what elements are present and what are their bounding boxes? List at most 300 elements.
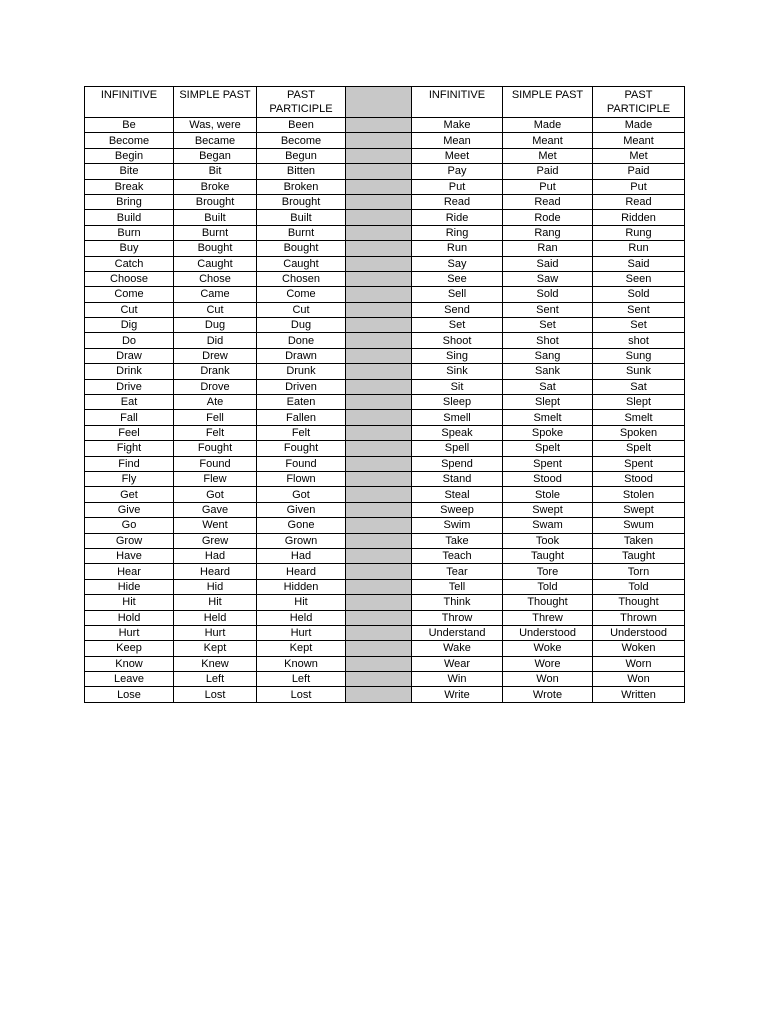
left-simple-past-cell: Drove (174, 379, 257, 394)
left-infinitive-cell: Drive (85, 379, 174, 394)
table-row (85, 425, 685, 440)
separator-cell (346, 241, 412, 256)
separator-cell (346, 256, 412, 271)
left-past-participle-cell: Begun (257, 148, 346, 163)
left-simple-past-cell: Was, were (174, 118, 257, 133)
left-simple-past-cell: Went (174, 518, 257, 533)
right-simple-past-cell: Sank (503, 364, 593, 379)
right-infinitive-cell: Swim (412, 518, 503, 533)
header-right-past-participle: PAST PARTICIPLE (593, 87, 685, 118)
separator-cell (346, 148, 412, 163)
left-infinitive-cell: Get (85, 487, 174, 502)
left-simple-past-cell: Left (174, 672, 257, 687)
left-past-participle-cell: Hit (257, 595, 346, 610)
header-left-infinitive: INFINITIVE (85, 87, 174, 118)
table-row (85, 641, 685, 656)
right-past-participle-cell: Sent (593, 302, 685, 317)
left-simple-past-cell: Bit (174, 164, 257, 179)
left-infinitive-cell: Know (85, 656, 174, 671)
left-infinitive-cell: Break (85, 179, 174, 194)
right-past-participle-cell: Put (593, 179, 685, 194)
left-infinitive-cell: Build (85, 210, 174, 225)
left-infinitive-cell: Become (85, 133, 174, 148)
table-row (85, 456, 685, 471)
left-past-participle-cell: Broken (257, 179, 346, 194)
left-simple-past-cell: Got (174, 487, 257, 502)
left-past-participle-cell: Fought (257, 441, 346, 456)
right-simple-past-cell: Smelt (503, 410, 593, 425)
table-row (85, 564, 685, 579)
separator-cell (346, 471, 412, 486)
irregular-verbs-table (84, 86, 685, 703)
left-simple-past-cell: Felt (174, 425, 257, 440)
left-simple-past-cell: Caught (174, 256, 257, 271)
right-infinitive-cell: Understand (412, 625, 503, 640)
table-row (85, 379, 685, 394)
right-infinitive-cell: Meet (412, 148, 503, 163)
left-infinitive-cell: Hide (85, 579, 174, 594)
left-past-participle-cell: Kept (257, 641, 346, 656)
left-infinitive-cell: Drink (85, 364, 174, 379)
separator-cell (346, 210, 412, 225)
left-past-participle-cell: Cut (257, 302, 346, 317)
right-past-participle-cell: Sold (593, 287, 685, 302)
right-past-participle-cell: Worn (593, 656, 685, 671)
right-past-participle-cell: Thought (593, 595, 685, 610)
header-row (85, 87, 685, 118)
right-infinitive-cell: Sing (412, 348, 503, 363)
right-infinitive-cell: Tell (412, 579, 503, 594)
left-simple-past-cell: Came (174, 287, 257, 302)
left-past-participle-cell: Given (257, 502, 346, 517)
table-row (85, 133, 685, 148)
separator-cell (346, 441, 412, 456)
right-past-participle-cell: Seen (593, 271, 685, 286)
right-infinitive-cell: Say (412, 256, 503, 271)
separator-cell (346, 487, 412, 502)
right-simple-past-cell: Meant (503, 133, 593, 148)
left-past-participle-cell: Bitten (257, 164, 346, 179)
right-past-participle-cell: Smelt (593, 410, 685, 425)
right-simple-past-cell: Took (503, 533, 593, 548)
right-infinitive-cell: Run (412, 241, 503, 256)
right-simple-past-cell: Ran (503, 241, 593, 256)
right-simple-past-cell: Stole (503, 487, 593, 502)
right-past-participle-cell: Thrown (593, 610, 685, 625)
left-past-participle-cell: Felt (257, 425, 346, 440)
right-simple-past-cell: Met (503, 148, 593, 163)
left-infinitive-cell: Feel (85, 425, 174, 440)
left-infinitive-cell: Buy (85, 241, 174, 256)
left-infinitive-cell: Bite (85, 164, 174, 179)
left-infinitive-cell: Find (85, 456, 174, 471)
right-infinitive-cell: Put (412, 179, 503, 194)
separator-cell (346, 179, 412, 194)
left-infinitive-cell: Eat (85, 395, 174, 410)
right-past-participle-cell: Rung (593, 225, 685, 240)
right-past-participle-cell: Spoken (593, 425, 685, 440)
separator-cell (346, 502, 412, 517)
left-simple-past-cell: Held (174, 610, 257, 625)
right-past-participle-cell: Said (593, 256, 685, 271)
left-simple-past-cell: Knew (174, 656, 257, 671)
table-row (85, 318, 685, 333)
left-simple-past-cell: Did (174, 333, 257, 348)
right-simple-past-cell: Rode (503, 210, 593, 225)
right-infinitive-cell: Speak (412, 425, 503, 440)
left-past-participle-cell: Bought (257, 241, 346, 256)
left-past-participle-cell: Come (257, 287, 346, 302)
left-past-participle-cell: Flown (257, 471, 346, 486)
right-simple-past-cell: Sold (503, 287, 593, 302)
header-right-simple-past: SIMPLE PAST (503, 87, 593, 118)
right-infinitive-cell: Sleep (412, 395, 503, 410)
left-past-participle-cell: Drunk (257, 364, 346, 379)
right-past-participle-cell: Met (593, 148, 685, 163)
right-infinitive-cell: Win (412, 672, 503, 687)
right-infinitive-cell: Sit (412, 379, 503, 394)
right-past-participle-cell: Read (593, 194, 685, 209)
separator-cell (346, 456, 412, 471)
separator-cell (346, 395, 412, 410)
right-infinitive-cell: Spell (412, 441, 503, 456)
right-infinitive-cell: Think (412, 595, 503, 610)
right-past-participle-cell: Slept (593, 395, 685, 410)
left-past-participle-cell: Been (257, 118, 346, 133)
table-row (85, 348, 685, 363)
right-infinitive-cell: Shoot (412, 333, 503, 348)
left-simple-past-cell: Gave (174, 502, 257, 517)
separator-cell (346, 610, 412, 625)
left-simple-past-cell: Drew (174, 348, 257, 363)
table-row (85, 656, 685, 671)
left-past-participle-cell: Become (257, 133, 346, 148)
left-simple-past-cell: Began (174, 148, 257, 163)
separator-cell (346, 364, 412, 379)
right-infinitive-cell: Throw (412, 610, 503, 625)
left-simple-past-cell: Found (174, 456, 257, 471)
right-past-participle-cell: Understood (593, 625, 685, 640)
table-row (85, 179, 685, 194)
right-past-participle-cell: Taught (593, 548, 685, 563)
left-past-participle-cell: Driven (257, 379, 346, 394)
right-infinitive-cell: Stand (412, 471, 503, 486)
right-infinitive-cell: Smell (412, 410, 503, 425)
left-infinitive-cell: Hurt (85, 625, 174, 640)
separator-cell (346, 656, 412, 671)
left-infinitive-cell: Dig (85, 318, 174, 333)
separator-cell (346, 348, 412, 363)
right-simple-past-cell: Sent (503, 302, 593, 317)
right-infinitive-cell: Sell (412, 287, 503, 302)
right-past-participle-cell: shot (593, 333, 685, 348)
right-infinitive-cell: Write (412, 687, 503, 702)
left-past-participle-cell: Heard (257, 564, 346, 579)
left-simple-past-cell: Hurt (174, 625, 257, 640)
left-infinitive-cell: Hit (85, 595, 174, 610)
right-past-participle-cell: Sat (593, 379, 685, 394)
right-past-participle-cell: Set (593, 318, 685, 333)
left-past-participle-cell: Chosen (257, 271, 346, 286)
right-simple-past-cell: Understood (503, 625, 593, 640)
right-simple-past-cell: Paid (503, 164, 593, 179)
table-row (85, 333, 685, 348)
left-past-participle-cell: Done (257, 333, 346, 348)
left-infinitive-cell: Do (85, 333, 174, 348)
right-past-participle-cell: Swum (593, 518, 685, 533)
left-simple-past-cell: Grew (174, 533, 257, 548)
left-infinitive-cell: Burn (85, 225, 174, 240)
right-past-participle-cell: Made (593, 118, 685, 133)
separator-cell (346, 595, 412, 610)
left-simple-past-cell: Hit (174, 595, 257, 610)
table-row (85, 210, 685, 225)
right-past-participle-cell: Run (593, 241, 685, 256)
right-past-participle-cell: Spent (593, 456, 685, 471)
left-past-participle-cell: Known (257, 656, 346, 671)
left-infinitive-cell: Go (85, 518, 174, 533)
left-infinitive-cell: Hear (85, 564, 174, 579)
separator-cell (346, 625, 412, 640)
left-past-participle-cell: Caught (257, 256, 346, 271)
right-simple-past-cell: Threw (503, 610, 593, 625)
separator-cell (346, 118, 412, 133)
right-simple-past-cell: Sang (503, 348, 593, 363)
left-simple-past-cell: Bought (174, 241, 257, 256)
left-past-participle-cell: Fallen (257, 410, 346, 425)
right-simple-past-cell: Told (503, 579, 593, 594)
right-infinitive-cell: Set (412, 318, 503, 333)
left-past-participle-cell: Hidden (257, 579, 346, 594)
right-infinitive-cell: Read (412, 194, 503, 209)
left-simple-past-cell: Ate (174, 395, 257, 410)
left-past-participle-cell: Eaten (257, 395, 346, 410)
right-simple-past-cell: Wrote (503, 687, 593, 702)
table-row (85, 579, 685, 594)
right-simple-past-cell: Rang (503, 225, 593, 240)
right-past-participle-cell: Written (593, 687, 685, 702)
separator-cell (346, 425, 412, 440)
separator-cell (346, 564, 412, 579)
left-past-participle-cell: Lost (257, 687, 346, 702)
table-row (85, 471, 685, 486)
separator-cell (346, 318, 412, 333)
right-simple-past-cell: Wore (503, 656, 593, 671)
left-simple-past-cell: Had (174, 548, 257, 563)
right-infinitive-cell: Ride (412, 210, 503, 225)
right-simple-past-cell: Taught (503, 548, 593, 563)
separator-cell (346, 379, 412, 394)
table-row (85, 548, 685, 563)
table-row (85, 164, 685, 179)
right-infinitive-cell: Wake (412, 641, 503, 656)
right-simple-past-cell: Won (503, 672, 593, 687)
left-simple-past-cell: Brought (174, 194, 257, 209)
table-row (85, 518, 685, 533)
left-simple-past-cell: Lost (174, 687, 257, 702)
table-row (85, 194, 685, 209)
left-infinitive-cell: Come (85, 287, 174, 302)
right-infinitive-cell: Sink (412, 364, 503, 379)
separator-cell (346, 533, 412, 548)
left-simple-past-cell: Built (174, 210, 257, 225)
right-simple-past-cell: Swam (503, 518, 593, 533)
left-infinitive-cell: Grow (85, 533, 174, 548)
right-past-participle-cell: Sunk (593, 364, 685, 379)
right-past-participle-cell: Taken (593, 533, 685, 548)
right-past-participle-cell: Woken (593, 641, 685, 656)
right-simple-past-cell: Sat (503, 379, 593, 394)
left-past-participle-cell: Found (257, 456, 346, 471)
left-infinitive-cell: Choose (85, 271, 174, 286)
table-row (85, 441, 685, 456)
right-simple-past-cell: Put (503, 179, 593, 194)
separator-column (346, 87, 412, 118)
separator-cell (346, 410, 412, 425)
table-row (85, 118, 685, 133)
left-simple-past-cell: Cut (174, 302, 257, 317)
left-simple-past-cell: Dug (174, 318, 257, 333)
left-simple-past-cell: Kept (174, 641, 257, 656)
table-row (85, 595, 685, 610)
table-row (85, 502, 685, 517)
right-past-participle-cell: Told (593, 579, 685, 594)
right-past-participle-cell: Torn (593, 564, 685, 579)
right-past-participle-cell: Paid (593, 164, 685, 179)
verb-table-body (85, 118, 685, 703)
right-infinitive-cell: Steal (412, 487, 503, 502)
separator-cell (346, 641, 412, 656)
left-past-participle-cell: Dug (257, 318, 346, 333)
right-simple-past-cell: Spoke (503, 425, 593, 440)
table-row (85, 287, 685, 302)
left-infinitive-cell: Give (85, 502, 174, 517)
right-infinitive-cell: Wear (412, 656, 503, 671)
right-simple-past-cell: Slept (503, 395, 593, 410)
left-infinitive-cell: Have (85, 548, 174, 563)
separator-cell (346, 287, 412, 302)
right-past-participle-cell: Meant (593, 133, 685, 148)
separator-cell (346, 518, 412, 533)
left-simple-past-cell: Hid (174, 579, 257, 594)
table-row (85, 625, 685, 640)
right-infinitive-cell: Take (412, 533, 503, 548)
left-infinitive-cell: Keep (85, 641, 174, 656)
table-row (85, 487, 685, 502)
left-past-participle-cell: Held (257, 610, 346, 625)
table-row (85, 395, 685, 410)
separator-cell (346, 164, 412, 179)
left-past-participle-cell: Brought (257, 194, 346, 209)
header-left-past-participle: PAST PARTICIPLE (257, 87, 346, 118)
separator-cell (346, 548, 412, 563)
left-infinitive-cell: Bring (85, 194, 174, 209)
right-infinitive-cell: Pay (412, 164, 503, 179)
left-infinitive-cell: Cut (85, 302, 174, 317)
right-infinitive-cell: Tear (412, 564, 503, 579)
right-infinitive-cell: Spend (412, 456, 503, 471)
table-row (85, 302, 685, 317)
left-infinitive-cell: Fly (85, 471, 174, 486)
left-past-participle-cell: Left (257, 672, 346, 687)
table-row (85, 256, 685, 271)
right-simple-past-cell: Said (503, 256, 593, 271)
right-past-participle-cell: Ridden (593, 210, 685, 225)
separator-cell (346, 687, 412, 702)
left-infinitive-cell: Fight (85, 441, 174, 456)
table-row (85, 410, 685, 425)
left-past-participle-cell: Grown (257, 533, 346, 548)
right-simple-past-cell: Thought (503, 595, 593, 610)
separator-cell (346, 133, 412, 148)
right-simple-past-cell: Read (503, 194, 593, 209)
right-simple-past-cell: Woke (503, 641, 593, 656)
left-simple-past-cell: Chose (174, 271, 257, 286)
left-infinitive-cell: Begin (85, 148, 174, 163)
table-row (85, 225, 685, 240)
left-past-participle-cell: Had (257, 548, 346, 563)
right-infinitive-cell: Send (412, 302, 503, 317)
right-infinitive-cell: Mean (412, 133, 503, 148)
table-row (85, 672, 685, 687)
left-simple-past-cell: Became (174, 133, 257, 148)
left-past-participle-cell: Built (257, 210, 346, 225)
table-row (85, 687, 685, 702)
left-simple-past-cell: Burnt (174, 225, 257, 240)
left-infinitive-cell: Catch (85, 256, 174, 271)
table-row (85, 533, 685, 548)
separator-cell (346, 333, 412, 348)
left-past-participle-cell: Burnt (257, 225, 346, 240)
left-simple-past-cell: Broke (174, 179, 257, 194)
separator-cell (346, 225, 412, 240)
left-simple-past-cell: Drank (174, 364, 257, 379)
separator-cell (346, 672, 412, 687)
right-past-participle-cell: Stolen (593, 487, 685, 502)
left-simple-past-cell: Flew (174, 471, 257, 486)
left-infinitive-cell: Hold (85, 610, 174, 625)
left-infinitive-cell: Lose (85, 687, 174, 702)
left-past-participle-cell: Hurt (257, 625, 346, 640)
separator-cell (346, 302, 412, 317)
right-simple-past-cell: Tore (503, 564, 593, 579)
table-row (85, 241, 685, 256)
left-past-participle-cell: Gone (257, 518, 346, 533)
left-simple-past-cell: Fought (174, 441, 257, 456)
right-infinitive-cell: Ring (412, 225, 503, 240)
left-infinitive-cell: Be (85, 118, 174, 133)
right-past-participle-cell: Sung (593, 348, 685, 363)
right-infinitive-cell: Make (412, 118, 503, 133)
separator-cell (346, 194, 412, 209)
separator-cell (346, 579, 412, 594)
right-simple-past-cell: Spelt (503, 441, 593, 456)
table-row (85, 271, 685, 286)
right-simple-past-cell: Swept (503, 502, 593, 517)
left-infinitive-cell: Fall (85, 410, 174, 425)
right-infinitive-cell: See (412, 271, 503, 286)
header-right-infinitive: INFINITIVE (412, 87, 503, 118)
header-left-simple-past: SIMPLE PAST (174, 87, 257, 118)
right-simple-past-cell: Shot (503, 333, 593, 348)
table-row (85, 610, 685, 625)
left-infinitive-cell: Draw (85, 348, 174, 363)
right-past-participle-cell: Won (593, 672, 685, 687)
left-simple-past-cell: Fell (174, 410, 257, 425)
separator-cell (346, 271, 412, 286)
right-simple-past-cell: Stood (503, 471, 593, 486)
left-infinitive-cell: Leave (85, 672, 174, 687)
